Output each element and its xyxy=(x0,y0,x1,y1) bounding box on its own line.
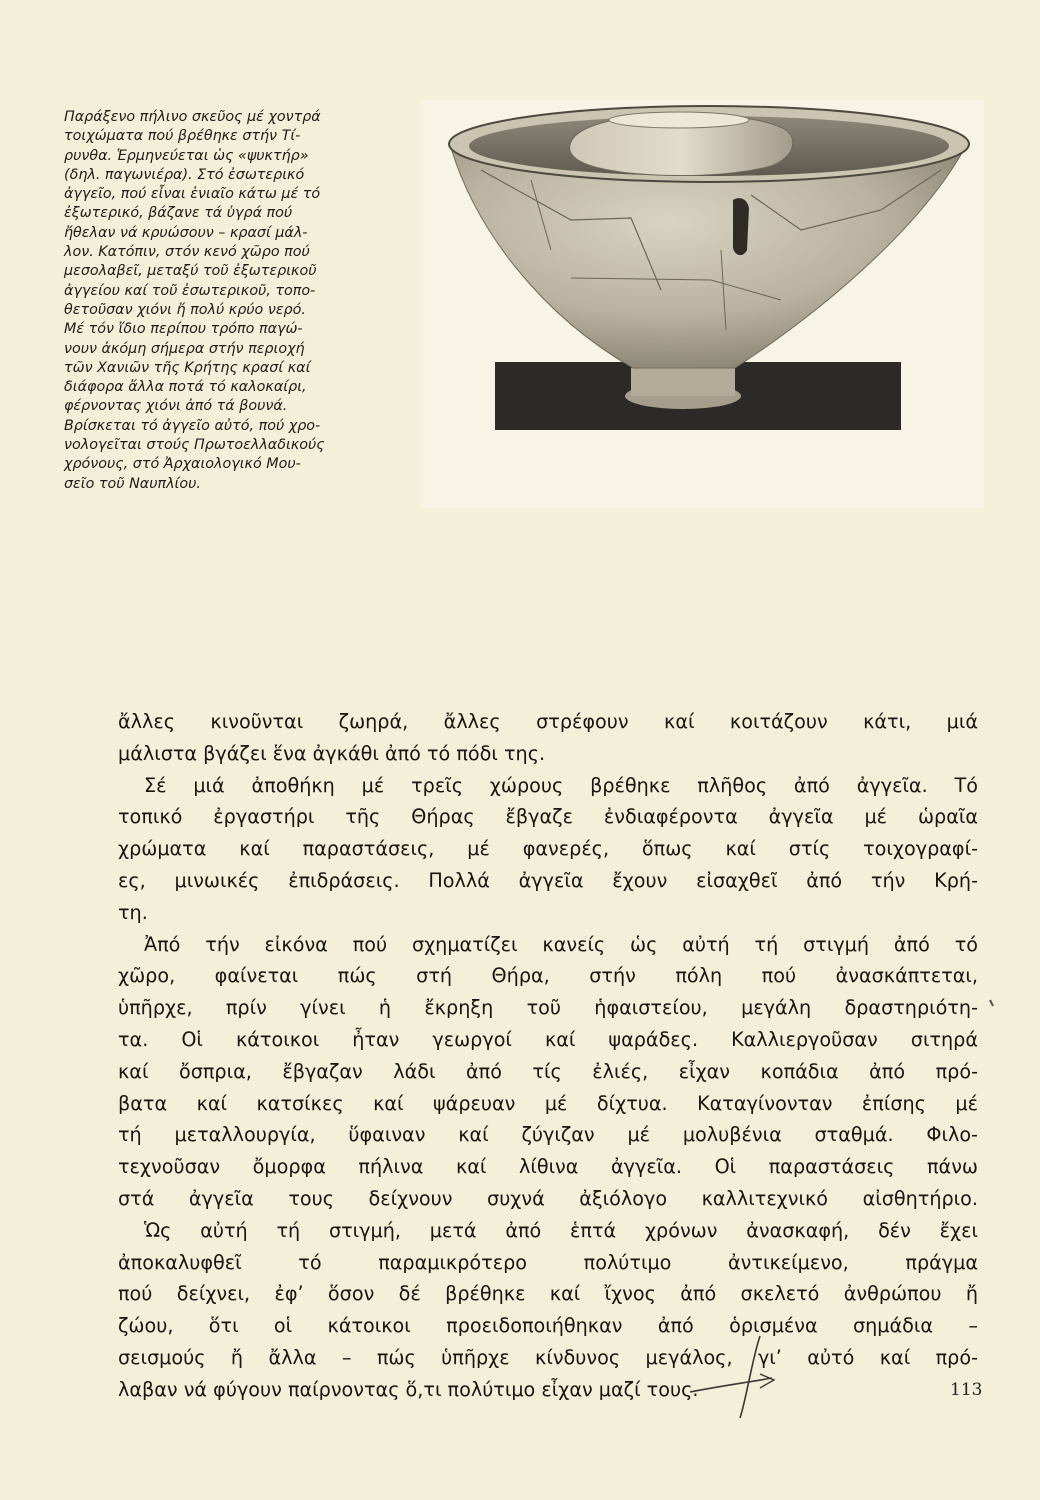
body-line: πού δείχνει, ἐφ’ ὅσον δέ βρέθηκε καί ἴχνος ἀπό σκελετό ἀνθρώπου ἤ xyxy=(118,1282,978,1306)
caption-line: θετοῦσαν χιόνι ἤ πολύ κρύο νερό. xyxy=(64,301,306,318)
body-line: μάλιστα βγάζει ἕνα ἀγκάθι ἀπό τό πόδι της. xyxy=(118,741,546,765)
body-line: Ἀπό τήν εἰκόνα πού σχηματίζει κανείς ὡς αὐτή τή στιγμή ἀπό τό xyxy=(144,932,978,956)
body-line: τα. Οἱ κάτοικοι ἦταν γεωργοί καί ψαράδες. Καλλιεργοῦσαν σιτηρά xyxy=(118,1027,978,1051)
caption-line: ἀγγεῖο, πού εἶναι ἑνιαῖο κάτω μέ τό xyxy=(64,186,321,203)
page-number: 113 xyxy=(950,1380,983,1400)
caption-line: τοιχώματα πού βρέθηκε στήν Τί- xyxy=(64,128,301,145)
body-line: τεχνοῦσαν ὄμορφα πήλινα καί λίθινα ἀγγεῖα. Οἱ παραστάσεις πάνω xyxy=(118,1155,978,1179)
body-line: χῶρο, φαίνεται πώς στή Θήρα, στήν πόλη πού ἀνασκάπτεται, xyxy=(118,964,978,988)
caption-line: Μέ τόν ἴδιο περίπου τρόπο παγώ- xyxy=(64,321,303,338)
caption-line: νολογεῖται στούς Πρωτοελλαδικούς xyxy=(64,437,325,454)
caption-line: ἤθελαν νά κρυώσουν – κρασί μάλ- xyxy=(64,224,308,241)
body-line: χρώματα καί παραστάσεις, μέ φανερές, ὅπως καί στίς τοιχογραφί- xyxy=(118,837,978,861)
body-line: τη. xyxy=(118,900,148,924)
body-line: ἀποκαλυφθεῖ τό παραμικρότερο πολύτιμο ἀντικείμενο, πράγμα xyxy=(118,1250,978,1274)
body-line: Ὡς αὐτή τή στιγμή, μετά ἀπό ἑπτά χρόνων ἀνασκαφή, δέν ἔχει xyxy=(144,1218,978,1242)
body-line: ἄλλες κινοῦνται ζωηρά, ἄλλες στρέφουν καί κοιτάζουν κάτι, μιά xyxy=(118,710,978,733)
body-line: στά ἀγγεῖα τους δείχνουν συχνά ἀξιόλογο καλλιτεχνικό αἰσθητήριο. xyxy=(118,1186,978,1210)
body-line: τοπικό ἐργαστήρι τῆς Θήρας ἔβγαζε ἐνδιαφέροντα ἀγγεῖα μέ ὡραῖα xyxy=(118,805,978,829)
caption-line: Παράξενο πήλινο σκεῦος μέ χοντρά xyxy=(64,109,321,125)
body-line: Σέ μιά ἀποθήκη μέ τρεῖς χώρους βρέθηκε πλῆθος ἀπό ἀγγεῖα. Τό xyxy=(144,773,978,797)
body-line: τή μεταλλουργία, ὕφαιναν καί ζύγιζαν μέ μολυβένια σταθμά. Φιλο- xyxy=(118,1123,978,1147)
body-line: σεισμούς ἤ ἄλλα – πώς ὑπῆρχε κίνδυνος μεγάλος, γι’ αὐτό καί πρό- xyxy=(118,1345,978,1369)
body-line: βατα καί κατσίκες καί ψάρευαν μέ δίχτυα. Καταγίνονταν ἐπίσης μέ xyxy=(118,1091,978,1115)
caption-line: νουν ἀκόμη σήμερα στήν περιοχή xyxy=(64,340,305,357)
caption-line: φέρνοντας χιόνι ἀπό τά βουνά. xyxy=(64,398,288,415)
caption-line: ἀγγείου καί τοῦ ἐσωτερικοῦ, τοπο- xyxy=(64,282,316,299)
caption-line: ρυνθα. Ἑρμηνεύεται ὡς «ψυκτήρ» xyxy=(64,147,309,164)
caption-line: ἐξωτερικό, βάζανε τά ὑγρά πού xyxy=(64,205,293,222)
caption-line: τῶν Χανιῶν τῆς Κρήτης κρασί καί xyxy=(64,359,311,376)
body-line: λαβαν νά φύγουν παίρνοντας ὅ,τι πολύτιμο εἶχαν μαζί τους. xyxy=(118,1377,699,1401)
caption-line: σεῖο τοῦ Ναυπλίου. xyxy=(64,475,201,492)
caption-line: (δηλ. παγωνιέρα). Στό ἐσωτερικό xyxy=(64,166,305,183)
body-line: ζώου, ὅτι οἱ κάτοικοι προειδοποιήθηκαν ἀπό ὁρισμένα σημάδια – xyxy=(118,1314,978,1338)
caption-line: λον. Κατόπιν, στόν κενό χῶρο πού xyxy=(64,244,310,261)
caption-line: διάφορα ἄλλα ποτά τό καλοκαίρι, xyxy=(64,379,307,396)
body-line: καί ὄσπρια, ἔβγαζαν λάδι ἀπό τίς ἐλιές, εἶχαν κοπάδια ἀπό πρό- xyxy=(118,1059,978,1083)
caption-line: Βρίσκεται τό ἀγγεῖο αὐτό, πού χρο- xyxy=(64,417,321,434)
body-line: ες, μινωικές ἐπιδράσεις. Πολλά ἀγγεῖα ἔχουν εἰσαχθεῖ ἀπό τήν Κρή- xyxy=(118,868,978,892)
caption-line: μεσολαβεῖ, μεταξύ τοῦ ἐξωτερικοῦ xyxy=(64,263,317,280)
body-line: ὑπῆρχε, πρίν γίνει ἡ ἔκρηξη τοῦ ἡφαιστείου, μεγάλη δραστηριότη- xyxy=(118,996,978,1020)
caption-line: χρόνους, στό Ἀρχαιολογικό Μου- xyxy=(64,456,301,473)
